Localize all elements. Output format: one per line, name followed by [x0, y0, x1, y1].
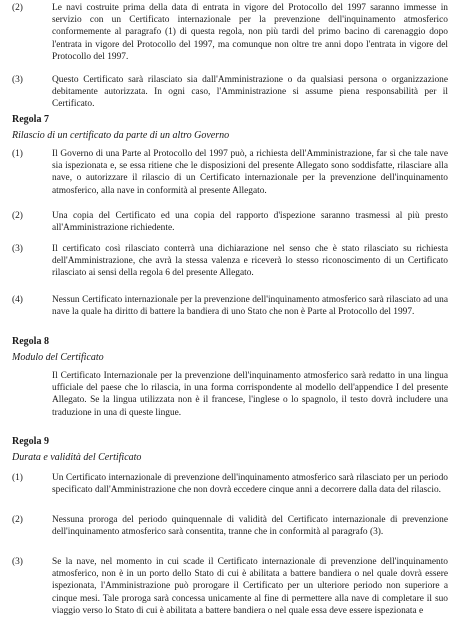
regola-8-heading: Regola 8: [12, 336, 49, 347]
paragraph-text: Il Governo di una Parte al Protocollo del 1997 può, a richiesta dell'Amministrazione, far sì che tale nave sia ispezionata e, se essa ritiene che le disposizioni del presente Allegato sono soddisfatte, rilasciare alla nave, o autorizzare il rilascio di un Certificato internazionale per la prevenzione dell'inquinamento atmosferico, alla nave in conformità al presente Allegato.: [52, 149, 448, 196]
paragraph-text: Il Certificato Internazionale per la prevenzione dell'inquinamento atmosferico sarà redatto in una lingua ufficiale del paese che lo rilascia, in una forma corrispondente al modello dell'appendice I del presente Allegato. Se la lingua utilizzata non è il francese, l'inglese o lo spagnolo, il testo dovrà includere una traduzione in una di queste lingue.: [52, 371, 448, 418]
paragraph-number: (2): [12, 211, 23, 221]
paragraph-text: Le navi costruite prima della data di entrata in vigore del Protocollo del 1997 saranno immesse in servizio con un Certificato internazionale per la prevenzione dell'inquinamento atmosferico conformemente al paragrafo (1) di questa regola, non più tardi del primo bacino di carenaggio dopo l'entrata in vigore del Protocollo del 1997, ma comunque non oltre tre anni dopo l'entrata in vigore del Protocollo del 1997.: [52, 3, 448, 62]
paragraph-text: Nessun Certificato internazionale per la prevenzione dell'inquinamento atmosferico sarà rilasciato ad una nave la quale ha diritto di battere la bandiera di uno Stato che non è Parte al Protocollo del 1997.: [52, 295, 448, 318]
regola-9-heading: Regola 9: [12, 436, 49, 447]
regola-8-subtitle: Modulo del Certificato: [12, 352, 104, 363]
paragraph-number: (1): [12, 473, 23, 483]
paragraph-number: (2): [12, 3, 23, 13]
paragraph-number: (3): [12, 244, 23, 254]
regola-7-subtitle: Rilascio di un certificato da parte di un altro Governo: [12, 130, 230, 141]
paragraph-number: (2): [12, 515, 23, 525]
regola-9-subtitle: Durata e validità del Certificato: [12, 452, 142, 463]
paragraph-number: (1): [12, 149, 23, 159]
paragraph-text: Se la nave, nel momento in cui scade il Certificato internazionale di prevenzione dell'inquinamento atmosferico, non è in un porto dello Stato di cui è abilitata a battere bandiera o nel quale dovrà essere ispezionata, l'Amministrazione può prorogare il Certificato per un ulteriore periodo non superiore a cinque mesi. Tale proroga sarà concessa unicamente al fine di permettere alla nave di completare il suo viaggio verso lo Stato di cui è abilitata a battere bandiera o nel quale essa deve essere ispezionata e: [52, 557, 448, 616]
paragraph-text: Una copia del Certificato ed una copia del rapporto d'ispezione saranno trasmessi al più presto all'Amministrazione richiedente.: [52, 211, 448, 234]
paragraph-number: (4): [12, 295, 23, 305]
paragraph-text: Il certificato così rilasciato conterrà una dichiarazione nel senso che è stato rilasciato su richiesta dell'Amministrazione, che avrà la stessa valenza e riceverà lo stesso riconoscimento di un Certificato rilasciato ai sensi della regola 6 del presente Allegato.: [52, 244, 448, 279]
paragraph-number: (3): [12, 557, 23, 567]
regola-7-heading: Regola 7: [12, 114, 49, 125]
paragraph-number: (3): [12, 75, 23, 85]
paragraph-text: Nessuna proroga del periodo quinquennale di validità del Certificato internazionale di prevenzione dell'inquinamento atmosferico sarà consentita, tranne che in conformità al paragrafo (3).: [52, 515, 448, 538]
paragraph-text: Questo Certificato sarà rilasciato sia dall'Amministrazione o da qualsiasi persona o organizzazione debitamente autorizzata. In ogni caso, l'Amministrazione si assume piena responsabilità per il Certificato.: [52, 75, 448, 110]
paragraph-text: Un Certificato internazionale di prevenzione dell'inquinamento atmosferico sarà rilasciato per un periodo specificato dall'Amministrazione che non dovrà eccedere cinque anni a decorrere dalla data del rilascio.: [52, 473, 448, 496]
